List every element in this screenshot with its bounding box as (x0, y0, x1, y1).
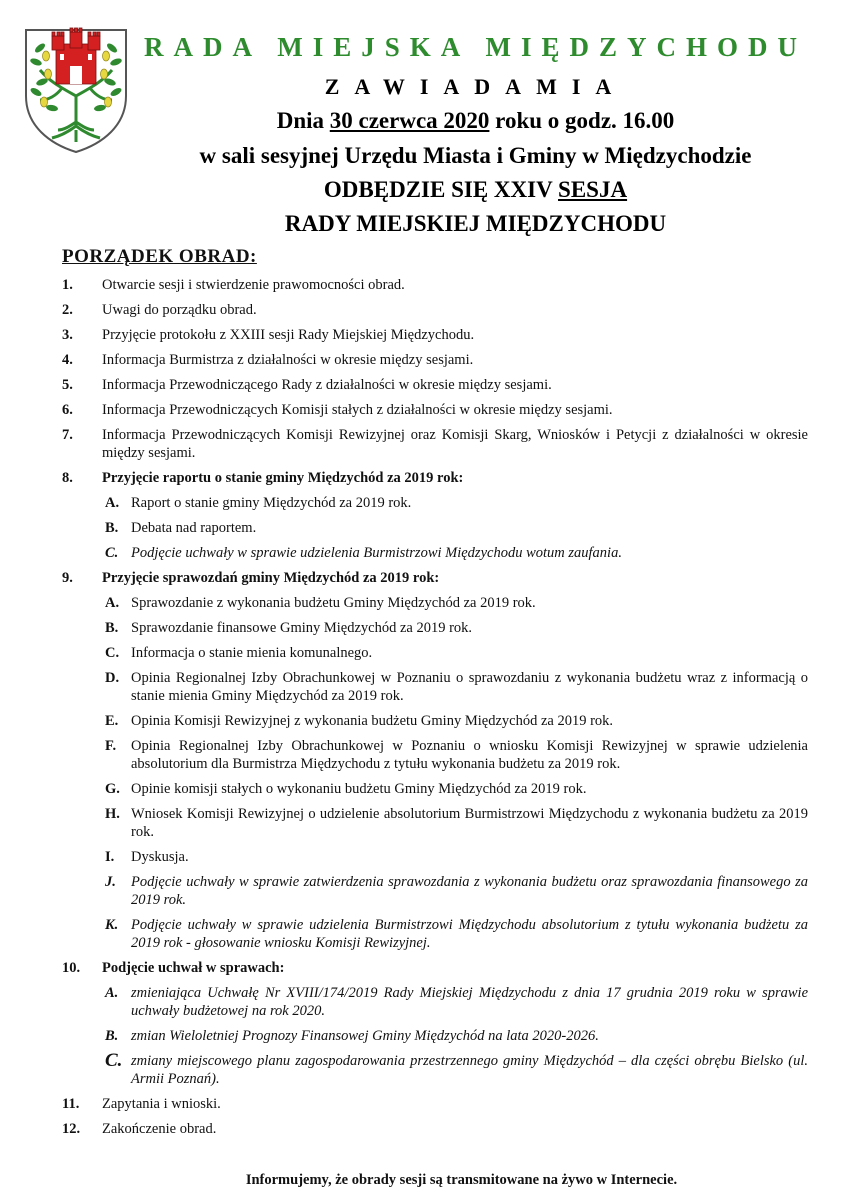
agenda-item-number: 1. (62, 277, 73, 293)
date-prefix: Dnia (276, 108, 330, 133)
agenda-subitem-text: Dyskusja. (131, 849, 189, 865)
agenda-subitem-text: Wniosek Komisji Rewizyjnej o udzielenie absolutorium Burmistrzowi Międzychodu z wykonania budżetu za 2019 rok. (131, 806, 808, 840)
agenda-item-number: 9. (62, 570, 73, 586)
agenda-subitem-letter: J. (105, 874, 116, 890)
agenda-item (62, 426, 808, 462)
agenda-item (62, 1120, 808, 1138)
agenda-subitem-text: zmieniająca Uchwałę Nr XVIII/174/2019 Rady Miejskiej Międzychodu z dnia 17 grudnia 2019 roku w sprawie uchwały budżetowej na rok 2020. (131, 985, 808, 1019)
agenda-list (62, 276, 808, 1145)
agenda-subitem-text: Sprawozdanie finansowe Gminy Międzychód za 2019 rok. (131, 620, 473, 636)
agenda-item-text: Przyjęcie protokołu z XXIII sesji Rady Miejskiej Międzychodu. (102, 327, 475, 343)
agenda-item-text: Informacja Przewodniczącego Rady z działalności w okresie między sesjami. (102, 377, 552, 393)
agenda-subitem (62, 1052, 808, 1088)
agenda-item-number: 12. (62, 1121, 81, 1137)
agenda-subitem (62, 594, 808, 612)
agenda-subitem (62, 712, 808, 730)
agenda-subitem (62, 737, 808, 773)
agenda-subitem-letter: C. (105, 1050, 123, 1071)
agenda-subitem-text: Opinia Regionalnej Izby Obrachunkowej w Poznaniu o sprawozdaniu z wykonania budżetu wraz z informacją o stanie mienia Gminy Międzychód za 2019 rok. (131, 670, 808, 704)
agenda-item (62, 276, 808, 294)
agenda-subitem (62, 873, 808, 909)
agenda-item (62, 376, 808, 394)
session-date (0, 108, 849, 134)
agenda-subitem-text: Opinia Regionalnej Izby Obrachunkowej w Poznaniu o wniosku Komisji Rewizyjnej w sprawie udzielenia absolutorium dla Burmistrza Międzychodu z tytułu wykonania budżetu za 2019 rok. (131, 738, 808, 772)
agenda-item (62, 326, 808, 344)
agenda-item-number: 6. (62, 402, 73, 418)
agenda-subitem (62, 494, 808, 512)
agenda-subitem-text: zmiany miejscowego planu zagospodarowania przestrzennego gminy Międzychód – dla części obrębu Bielsko (ul. Armii Poznań). (131, 1053, 808, 1087)
agenda-item (62, 401, 808, 419)
agenda-subitem (62, 848, 808, 866)
agenda-subitem (62, 805, 808, 841)
agenda-item-text: Informacja Burmistrza z działalności w okresie między sesjami. (102, 352, 474, 368)
agenda-item-number: 7. (62, 427, 73, 443)
agenda-subitem (62, 519, 808, 537)
agenda-subitem (62, 669, 808, 705)
council-line: RADY MIEJSKIEJ MIĘDZYCHODU (284, 211, 667, 236)
agenda-subitem-letter: C. (105, 645, 120, 661)
agenda-subitem-letter: D. (105, 670, 120, 686)
agenda-title: PORZĄDEK OBRAD: (62, 246, 257, 267)
agenda-item (62, 301, 808, 319)
session-number (0, 177, 849, 203)
date-suffix: roku o godz. 16.00 (489, 108, 675, 133)
agenda-subitem-letter: A. (105, 495, 120, 511)
agenda-subitem (62, 916, 808, 952)
agenda-subitem-text: Sprawozdanie z wykonania budżetu Gminy Międzychód za 2019 rok. (131, 595, 536, 611)
agenda-item-text: Informacja Przewodniczących Komisji Rewizyjnej oraz Komisji Skarg, Wniosków i Petycji z działalności w okresie między sesjami. (102, 427, 808, 461)
agenda-subitem-letter: B. (105, 520, 119, 536)
agenda-subitem-text: Podjęcie uchwały w sprawie udzielenia Burmistrzowi Międzychodu wotum zaufania. (131, 545, 622, 561)
agenda-subitem-text: Podjęcie uchwały w sprawie zatwierdzenia sprawozdania z wykonania budżetu oraz sprawozdania finansowego za 2019 rok. (131, 874, 808, 908)
agenda-subitem (62, 984, 808, 1020)
agenda-subitem-letter: B. (105, 1028, 119, 1044)
agenda-item-number: 10. (62, 960, 81, 976)
agenda-item-text: Przyjęcie raportu o stanie gminy Międzychód za 2019 rok: (102, 470, 464, 486)
agenda-item-text: Zapytania i wnioski. (102, 1096, 221, 1112)
session-prefix: ODBĘDZIE SIĘ XXIV (323, 177, 559, 202)
agenda-item-text: Uwagi do porządku obrad. (102, 302, 257, 318)
agenda-item (62, 351, 808, 369)
agenda-item-number: 3. (62, 327, 73, 343)
agenda-item-number: 8. (62, 470, 73, 486)
agenda-subitem-letter: A. (105, 595, 120, 611)
agenda-subitem-text: Informacja o stanie mienia komunalnego. (131, 645, 373, 661)
agenda-item-number: 5. (62, 377, 73, 393)
agenda-subitem-text: Debata nad raportem. (131, 520, 257, 536)
agenda-subitem (62, 544, 808, 562)
agenda-subitem-letter: G. (105, 781, 120, 797)
agenda-item-text: Informacja Przewodniczących Komisji stałych z działalności w okresie między sesjami. (102, 402, 613, 418)
announce-heading: ZAWIADAMIA (324, 74, 627, 99)
council-title: RADA MIEJSKA MIĘDZYCHODU (143, 32, 808, 62)
agenda-item-text: Zakończenie obrad. (102, 1121, 217, 1137)
session-underlined: SESJA (558, 177, 628, 202)
agenda-subitem-letter: K. (105, 917, 119, 933)
agenda-subitem (62, 1027, 808, 1045)
agenda-subitem (62, 619, 808, 637)
agenda-item-number: 4. (62, 352, 73, 368)
agenda-item-text: Otwarcie sesji i stwierdzenie prawomocności obrad. (102, 277, 405, 293)
agenda-item (62, 959, 808, 977)
footer-note: Informujemy, że obrady sesji są transmitowane na żywo w Internecie. (245, 1172, 678, 1188)
agenda-subitem-letter: H. (105, 806, 120, 822)
agenda-subitem-letter: E. (105, 713, 119, 729)
agenda-subitem (62, 780, 808, 798)
agenda-item-number: 11. (62, 1096, 80, 1112)
session-place: w sali sesyjnej Urzędu Miasta i Gminy w Międzychodzie (199, 143, 752, 168)
agenda-item (62, 1095, 808, 1113)
agenda-item (62, 569, 808, 587)
agenda-item-text: Podjęcie uchwał w sprawach: (102, 960, 285, 976)
agenda-subitem-letter: B. (105, 620, 119, 636)
agenda-subitem-letter: F. (105, 738, 117, 754)
agenda-item-text: Przyjęcie sprawozdań gminy Międzychód za 2019 rok: (102, 570, 440, 586)
agenda-subitem-letter: A. (105, 985, 119, 1001)
agenda-subitem-text: Opinia Komisji Rewizyjnej z wykonania budżetu Gminy Międzychód za 2019 rok. (131, 713, 614, 729)
agenda-subitem-text: zmian Wieloletniej Prognozy Finansowej Gminy Międzychód na lata 2020-2026. (131, 1028, 599, 1044)
agenda-subitem-text: Opinie komisji stałych o wykonaniu budżetu Gminy Międzychód za 2019 rok. (131, 781, 587, 797)
agenda-subitem-text: Podjęcie uchwały w sprawie udzielenia Burmistrzowi Międzychodu absolutorium z tytułu wykonania budżetu za 2019 rok - głosowanie wniosku Komisji Rewizyjnej. (131, 917, 808, 951)
agenda-subitem (62, 644, 808, 662)
agenda-subitem-letter: I. (105, 849, 115, 865)
agenda-item (62, 469, 808, 487)
agenda-subitem-letter: C. (105, 545, 119, 561)
agenda-item-number: 2. (62, 302, 73, 318)
agenda-subitem-text: Raport o stanie gminy Międzychód za 2019 rok. (131, 495, 412, 511)
date-underlined: 30 czerwca 2020 (329, 108, 490, 133)
